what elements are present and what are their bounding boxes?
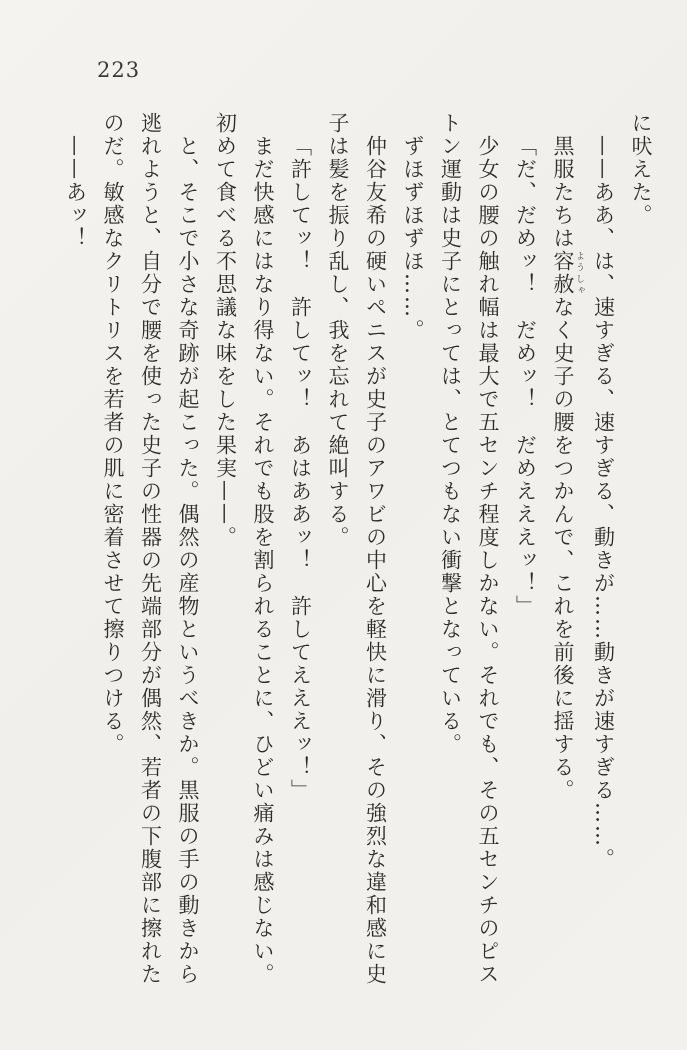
- paragraph-exclamation: ——あッ！: [63, 135, 88, 250]
- paragraph-narration-6: と、そこで小さな奇跡が起こった。偶然の産物というべきか。黒服の手の動きから逃れようと、自分で腰を使った史子の性器の先端部分が偶然、若者の下腹部に擦れたのだ。敏感なクリトリスを若者の肌に密着させて擦りつける。: [101, 112, 200, 986]
- paragraph-narration-3: 少女の腰の触れ幅は最大で五センチ程度しかない。それでも、その五センチのピストン運動は史子にとっては、とてつもない衝撃となっている。: [438, 112, 500, 986]
- paragraph-narration-2-pre: 黒服たちは: [551, 135, 575, 250]
- furigana-word: [551, 250, 584, 296]
- furigana-reading: ようしゃ: [574, 250, 584, 296]
- paragraph-narration-2: [544, 112, 585, 992]
- paragraph-narration-5: まだ快感にはなり得ない。それでも股を割られることに、ひどい痛みは感じない。初めて食べる不思議な味をした果実——。: [213, 112, 275, 986]
- paragraph-dialogue-2: 「許してッ！ 許してッ！ あはああッ！ 許してえええッ！」: [288, 135, 313, 802]
- paragraph-continuation: に吠えた。: [629, 112, 653, 227]
- text-block: [56, 112, 659, 992]
- paragraph-narration-1: ——ああ、は、速すぎる、速すぎる、動きが……動きが速すぎる……。: [591, 135, 616, 871]
- paragraph-dialogue-1: 「だ、だめッ！ だめッ！ だめえええッ！」: [513, 135, 538, 618]
- paragraph-narration-4: 仲谷友希の硬いペニスが史子のアワビの中心を軽快に滑り、その強烈な違和感に史子は髪を振り乱し、我を忘れて絶叫する。: [326, 112, 388, 986]
- page-number: 223: [97, 58, 141, 82]
- paragraph-onomatopoeia: ずほずほずほ……。: [401, 135, 425, 342]
- furigana-base: 容赦: [551, 250, 575, 296]
- paragraph-narration-2-post: なく史子の腰をつかんで、これを前後に揺する。: [551, 296, 575, 802]
